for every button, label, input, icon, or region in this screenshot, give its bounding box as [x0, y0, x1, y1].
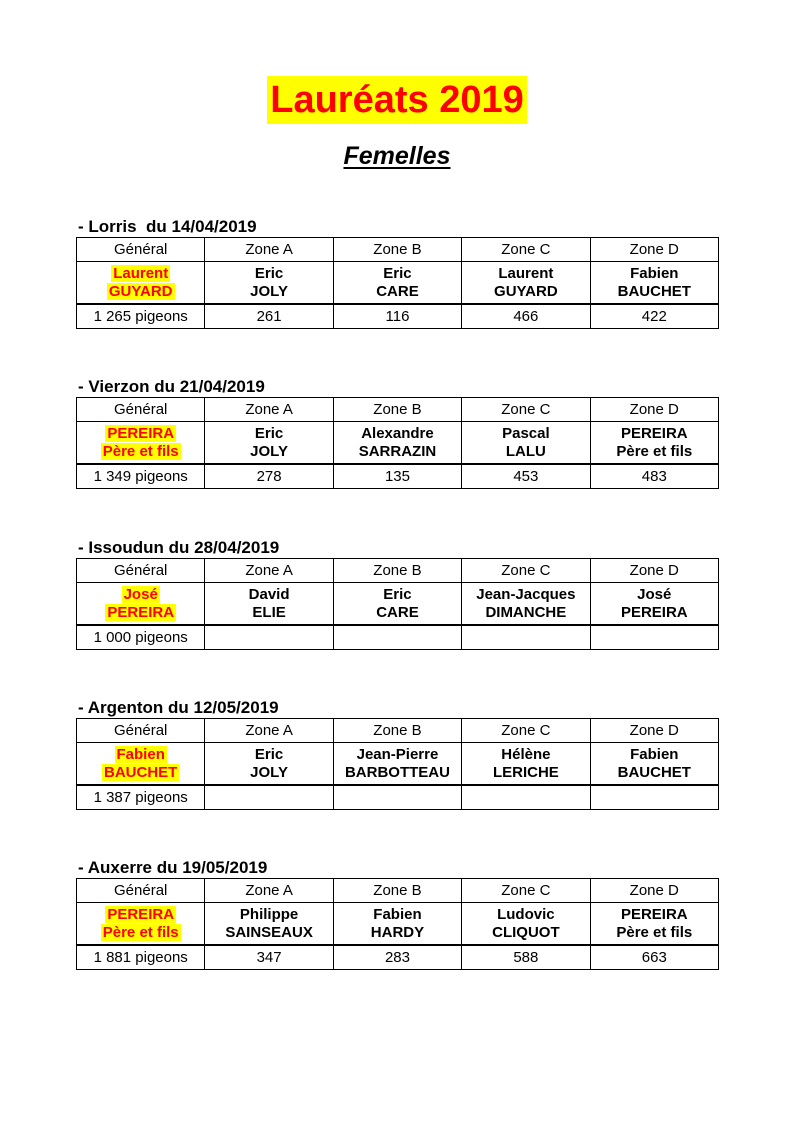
- zone-winner-cell: [205, 903, 333, 946]
- header-cell: Zone C: [462, 719, 590, 743]
- title-container: [0, 76, 794, 124]
- zone-pigeons-cell: 422: [590, 304, 718, 329]
- zone-winner-cell: [205, 262, 333, 305]
- header-cell: Zone D: [590, 398, 718, 422]
- race-title: - Argenton du 12/05/2019: [78, 698, 279, 717]
- zone-winner-cell: [590, 262, 718, 305]
- total-pigeons-cell: 1 349 pigeons: [77, 464, 205, 489]
- header-cell: Zone D: [590, 559, 718, 583]
- winner-first-line: Laurent: [498, 264, 554, 282]
- header-cell: Zone D: [590, 238, 718, 262]
- zone-winner-cell: [462, 583, 590, 626]
- winners-row: [77, 262, 719, 305]
- race-title: - Auxerre du 19/05/2019: [78, 858, 268, 877]
- header-row: [77, 879, 719, 903]
- header-cell: Zone A: [205, 879, 333, 903]
- zone-winner-cell: [462, 903, 590, 946]
- header-cell: Zone A: [205, 559, 333, 583]
- zone-pigeons-cell: [462, 625, 590, 650]
- header-cell: Général: [77, 238, 205, 262]
- winner-first-line: Fabien: [630, 264, 679, 282]
- zone-winner-cell: [205, 743, 333, 786]
- zone-pigeons-cell: 453: [462, 464, 590, 489]
- zone-pigeons-cell: [205, 785, 333, 810]
- zone-winner-cell: [462, 422, 590, 465]
- zone-winner-cell: [333, 903, 461, 946]
- header-cell: Zone C: [462, 879, 590, 903]
- header-cell: Zone A: [205, 238, 333, 262]
- page-subtitle: Femelles: [343, 142, 451, 170]
- zone-pigeons-cell: [590, 785, 718, 810]
- header-cell: Général: [77, 719, 205, 743]
- zone-winner-cell: [590, 422, 718, 465]
- general-winner-cell: [77, 743, 205, 786]
- winner-second-line: LERICHE: [492, 763, 559, 781]
- zone-pigeons-cell: 283: [333, 945, 461, 970]
- header-cell: Général: [77, 398, 205, 422]
- zone-pigeons-cell: 347: [205, 945, 333, 970]
- zone-pigeons-cell: 483: [590, 464, 718, 489]
- winner-second-line: JOLY: [250, 763, 288, 781]
- header-cell: Zone D: [590, 879, 718, 903]
- winner-first-line: Jean-Jacques: [476, 585, 576, 603]
- winner-first-line: Eric: [254, 264, 284, 282]
- winner-second-line: SAINSEAUX: [225, 923, 313, 941]
- winner-second-line: SARRAZIN: [358, 442, 437, 460]
- winner-second-line: ELIE: [252, 603, 286, 621]
- race-block: [76, 538, 719, 650]
- race-block: [76, 217, 719, 329]
- zone-pigeons-cell: [590, 625, 718, 650]
- general-winner-cell: [77, 422, 205, 465]
- winners-row: [77, 422, 719, 465]
- zone-pigeons-cell: [333, 625, 461, 650]
- page-title: Lauréats 2019: [267, 76, 527, 124]
- winner-second-line: BARBOTTEAU: [344, 763, 450, 781]
- counts-row: [77, 304, 719, 329]
- winner-second-line: BAUCHET: [104, 763, 178, 781]
- zone-winner-cell: [462, 262, 590, 305]
- zone-pigeons-cell: 261: [205, 304, 333, 329]
- results-table: [76, 558, 719, 650]
- header-cell: Zone B: [333, 238, 461, 262]
- race-block: [76, 698, 719, 810]
- race-title: - Vierzon du 21/04/2019: [78, 377, 265, 396]
- results-table: [76, 878, 719, 970]
- winner-first-line: David: [248, 585, 290, 603]
- total-pigeons-cell: 1 387 pigeons: [77, 785, 205, 810]
- general-winner-cell: [77, 583, 205, 626]
- winner-first-line: Eric: [254, 745, 284, 763]
- zone-winner-cell: [462, 743, 590, 786]
- winner-first-line: PEREIRA: [620, 905, 688, 923]
- total-pigeons-cell: 1 881 pigeons: [77, 945, 205, 970]
- header-cell: Zone B: [333, 879, 461, 903]
- header-cell: Zone B: [333, 719, 461, 743]
- zone-winner-cell: [333, 583, 461, 626]
- winner-second-line: Père et fils: [102, 923, 179, 941]
- winners-row: [77, 583, 719, 626]
- winner-second-line: GUYARD: [494, 282, 558, 300]
- winner-second-line: JOLY: [250, 442, 288, 460]
- counts-row: [77, 625, 719, 650]
- winner-first-line: PEREIRA: [620, 424, 688, 442]
- general-winner-cell: [77, 262, 205, 305]
- results-table: [76, 237, 719, 329]
- header-row: [77, 238, 719, 262]
- winners-row: [77, 903, 719, 946]
- header-cell: Zone D: [590, 719, 718, 743]
- header-cell: Zone C: [462, 398, 590, 422]
- winner-first-line: Hélène: [501, 745, 551, 763]
- winner-second-line: BAUCHET: [617, 282, 691, 300]
- winner-first-line: PEREIRA: [107, 905, 175, 923]
- zone-pigeons-cell: 278: [205, 464, 333, 489]
- zone-pigeons-cell: [462, 785, 590, 810]
- winner-first-line: Fabien: [373, 905, 422, 923]
- header-cell: Général: [77, 559, 205, 583]
- winner-first-line: Fabien: [116, 745, 165, 763]
- winner-first-line: Laurent: [113, 264, 169, 282]
- winner-second-line: Père et fils: [616, 923, 693, 941]
- winner-first-line: Jean-Pierre: [356, 745, 439, 763]
- winner-first-line: Ludovic: [497, 905, 555, 923]
- header-cell: Zone C: [462, 559, 590, 583]
- header-cell: Zone A: [205, 719, 333, 743]
- winner-first-line: Philippe: [239, 905, 299, 923]
- zone-winner-cell: [333, 422, 461, 465]
- total-pigeons-cell: 1 265 pigeons: [77, 304, 205, 329]
- winner-second-line: BAUCHET: [617, 763, 691, 781]
- header-row: [77, 719, 719, 743]
- winner-second-line: CARE: [376, 282, 419, 300]
- winner-second-line: CLIQUOT: [492, 923, 560, 941]
- zone-winner-cell: [590, 903, 718, 946]
- subtitle-container: [0, 142, 794, 171]
- counts-row: [77, 945, 719, 970]
- results-table: [76, 718, 719, 810]
- winner-second-line: Père et fils: [616, 442, 693, 460]
- header-cell: Général: [77, 879, 205, 903]
- race-block: [76, 858, 719, 970]
- zone-winner-cell: [333, 262, 461, 305]
- zone-winner-cell: [590, 583, 718, 626]
- winner-first-line: Pascal: [502, 424, 550, 442]
- winner-second-line: PEREIRA: [107, 603, 175, 621]
- zone-pigeons-cell: 588: [462, 945, 590, 970]
- zone-winner-cell: [333, 743, 461, 786]
- zone-pigeons-cell: 663: [590, 945, 718, 970]
- winners-row: [77, 743, 719, 786]
- header-row: [77, 559, 719, 583]
- zone-winner-cell: [590, 743, 718, 786]
- race-title: - Issoudun du 28/04/2019: [78, 538, 280, 557]
- winner-second-line: PEREIRA: [620, 603, 688, 621]
- winner-first-line: Eric: [254, 424, 284, 442]
- winner-first-line: Eric: [383, 264, 412, 282]
- header-cell: Zone B: [333, 398, 461, 422]
- zone-pigeons-cell: 466: [462, 304, 590, 329]
- total-pigeons-cell: 1 000 pigeons: [77, 625, 205, 650]
- winner-first-line: José: [637, 585, 672, 603]
- winner-second-line: Père et fils: [102, 442, 179, 460]
- winner-second-line: LALU: [505, 442, 546, 460]
- winner-first-line: Fabien: [630, 745, 679, 763]
- zone-winner-cell: [205, 583, 333, 626]
- general-winner-cell: [77, 903, 205, 946]
- counts-row: [77, 785, 719, 810]
- zone-pigeons-cell: 135: [333, 464, 461, 489]
- header-cell: Zone A: [205, 398, 333, 422]
- counts-row: [77, 464, 719, 489]
- zone-pigeons-cell: [205, 625, 333, 650]
- winner-second-line: GUYARD: [108, 282, 173, 300]
- winner-second-line: HARDY: [370, 923, 425, 941]
- race-block: [76, 377, 719, 489]
- race-title: - Lorris du 14/04/2019: [78, 217, 257, 236]
- winner-first-line: José: [123, 585, 158, 603]
- winner-first-line: Eric: [383, 585, 412, 603]
- winner-second-line: CARE: [376, 603, 419, 621]
- header-row: [77, 398, 719, 422]
- results-table: [76, 397, 719, 489]
- winner-second-line: JOLY: [250, 282, 288, 300]
- header-cell: Zone C: [462, 238, 590, 262]
- header-cell: Zone B: [333, 559, 461, 583]
- zone-pigeons-cell: 116: [333, 304, 461, 329]
- winner-first-line: Alexandre: [361, 424, 434, 442]
- winner-second-line: DIMANCHE: [485, 603, 567, 621]
- winner-first-line: PEREIRA: [107, 424, 175, 442]
- zone-pigeons-cell: [333, 785, 461, 810]
- zone-winner-cell: [205, 422, 333, 465]
